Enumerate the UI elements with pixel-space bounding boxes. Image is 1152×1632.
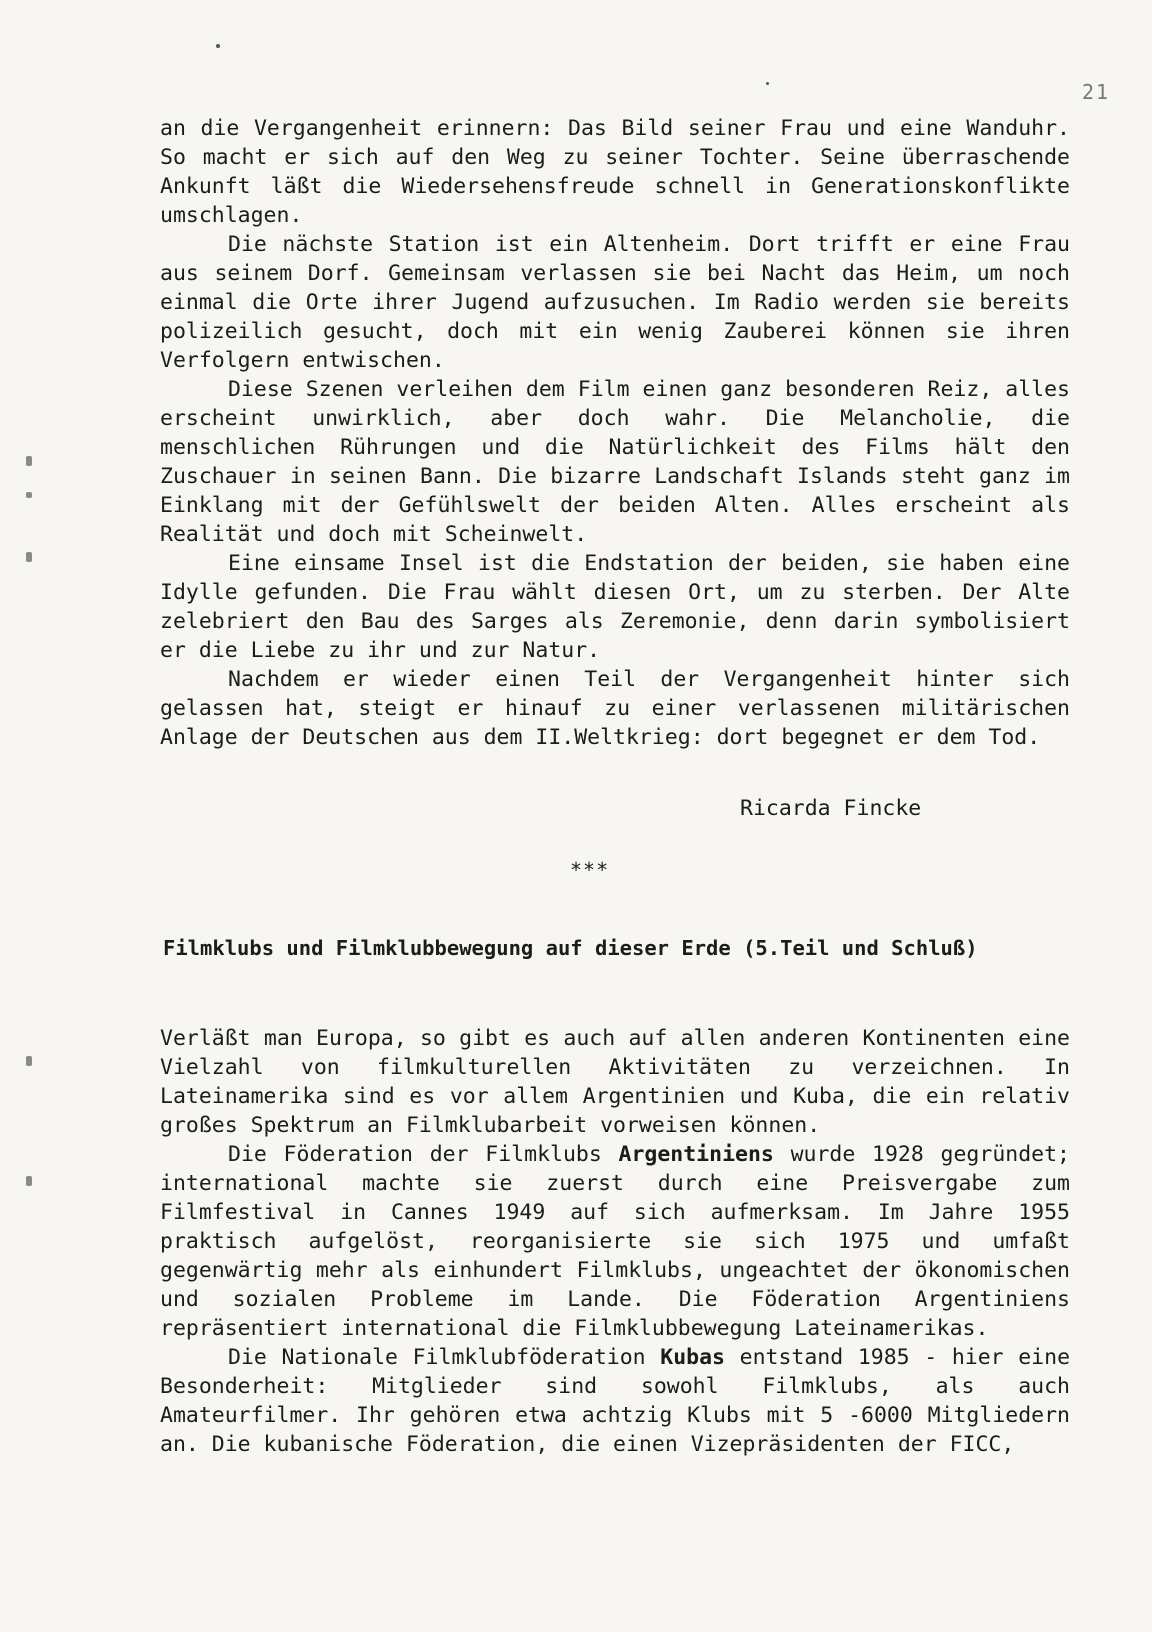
paragraph-text: Die Nationale Filmklubföderation [228, 1345, 661, 1370]
paragraph-text: entstand 1985 - hier eine Besonderheit: Mitglieder sind sowohl Filmklubs, als auch Amateurfilmer. Ihr gehören etwa achtzig Klubs mit 5 -6000 Mitgliedern an. Die kubanische Föderation, die einen Vizepräsidenten der FICC, [160, 1345, 1071, 1457]
author-signature: Ricarda Fincke [740, 796, 922, 821]
paragraph-text: wurde 1928 gegründet; international machte sie zuerst durch eine Preisvergabe zum Filmfestival in Cannes 1949 auf sich aufmerksam. Im Jahre 1955 praktisch aufgelöst, reorganisierte sie sich 1975 und umfaßt gegenwärtig mehr als einhundert Filmklubs, ungeachtet der ökonomischen und sozialen Probleme im Lande. Die Föderation Argentiniens repräsentiert international die Filmklubbewegung Lateinamerikas. [160, 1142, 1070, 1341]
paragraph: Eine einsame Insel ist die Endstation der beiden, sie haben eine Idylle gefunden. Die Frau wählt diesen Ort, um zu sterben. Der Alte zelebriert den Bau des Sarges als Zeremonie, denn darin symbolisiert er die Liebe zu ihr und zur Natur. [160, 551, 1070, 663]
paragraph: an die Vergangenheit erinnern: Das Bild seiner Frau und eine Wanduhr. So macht er sich auf den Weg zu seiner Tochter. Seine überraschende Ankunft läßt die Wiedersehensfreude schnell in Generationskonflikte umschlagen. [160, 116, 1070, 228]
margin-mark [26, 456, 32, 466]
film-review-text [160, 114, 1070, 752]
paragraph: Verläßt man Europa, so gibt es auch auf allen anderen Kontinenten eine Vielzahl von filmkulturellen Aktivitäten zu verzeichnen. In Lateinamerika sind es vor allem Argentinien und Kuba, die ein relativ großes Spektrum an Filmklubarbeit vorweisen können. [160, 1026, 1070, 1138]
paragraph-text: Die Föderation der Filmklubs [228, 1142, 619, 1167]
paragraph [160, 1343, 1070, 1459]
margin-mark [26, 552, 32, 562]
margin-mark [26, 1176, 32, 1186]
paragraph: Nachdem er wieder einen Teil der Vergangenheit hinter sich gelassen hat, steigt er hinauf zu einer verlassenen militärischen Anlage der Deutschen aus dem II.Weltkrieg: dort begegnet er dem Tod. [160, 667, 1070, 750]
section-separator: *** [570, 858, 610, 882]
filmklubs-article-text [160, 1024, 1070, 1459]
paragraph: Die nächste Station ist ein Altenheim. Dort trifft er eine Frau aus seinem Dorf. Gemeinsam verlassen sie bei Nacht das Heim, um noch einmal die Orte ihrer Jugend aufzusuchen. Im Radio werden sie bereits polizeilich gesucht, doch mit ein wenig Zauberei können sie ihren Verfolgern entwischen. [160, 232, 1070, 373]
scan-speck [766, 82, 769, 85]
margin-mark [26, 492, 32, 498]
margin-mark [26, 1056, 32, 1066]
country-name-bold: Kubas [660, 1345, 725, 1370]
page-number: 21 [1082, 80, 1111, 104]
paragraph [160, 1140, 1070, 1343]
country-name-bold: Argentiniens [618, 1142, 774, 1167]
scan-speck [216, 44, 220, 48]
paragraph: Diese Szenen verleihen dem Film einen ganz besonderen Reiz, alles erscheint unwirklich, aber doch wahr. Die Melancholie, die menschlichen Rührungen und die Natürlichkeit des Films hält den Zuschauer in seinen Bann. Die bizarre Landschaft Islands steht ganz im Einklang mit der Gefühlswelt der beiden Alten. Alles erscheint als Realität und doch mit Scheinwelt. [160, 377, 1070, 547]
article-heading: Filmklubs und Filmklubbewegung auf dieser Erde (5.Teil und Schluß) [163, 936, 978, 960]
